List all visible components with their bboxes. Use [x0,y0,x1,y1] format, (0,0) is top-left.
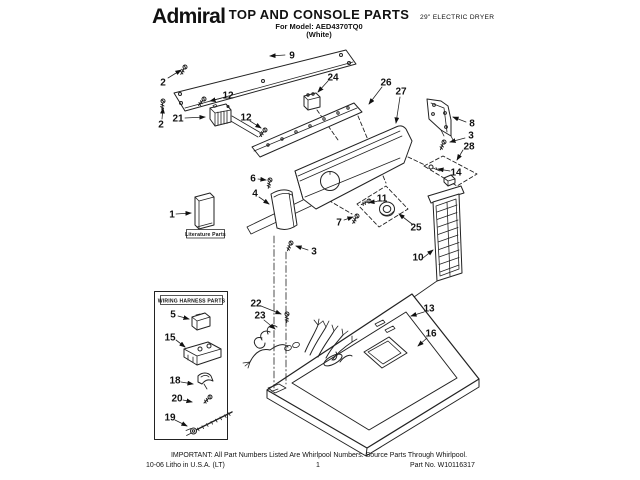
part-25-knob-assembly-art [357,186,408,227]
screw-22 [285,312,289,323]
part-1-literature-art [185,193,226,238]
callout-25: 25 [410,222,422,234]
callout-15: 15 [164,332,176,344]
screw-3a [286,240,294,251]
callout-10: 10 [412,252,424,264]
callout-19: 19 [164,412,176,424]
part-21-switch-art [210,104,231,126]
callout-11: 11 [376,193,388,205]
litho-line: 10-06 Litho in U.S.A. (LT) [146,462,225,469]
part-8-bracket-art [427,99,453,140]
callout-14: 14 [450,167,462,179]
callout-2: 2 [160,77,166,89]
screw-2a [179,64,188,75]
callout-28: 28 [463,141,475,153]
model-line: For Model: AED4370TQ0 [275,21,363,31]
callout-8: 8 [469,118,475,130]
screw-6 [266,178,272,189]
callout-22: 22 [250,298,262,310]
part-24-switch-art [304,93,320,110]
callout-16: 16 [425,328,437,340]
callout-5: 5 [170,309,176,321]
part-4-endcap-art [271,190,297,230]
literature-box-label: Literature Parts [185,232,226,238]
wiring-box-title: WIRING HARNESS PARTS [157,298,226,305]
screw-3b [439,139,447,150]
screw-2b [160,99,165,110]
callout-3: 3 [468,130,474,142]
callout-12: 12 [222,90,234,102]
important-note: IMPORTANT: All Part Numbers Listed Are Whirlpool Numbers. Source Parts Through Whirlpool. [170,452,468,459]
callout-7: 7 [336,217,342,229]
color-line: (White) [306,30,332,39]
page-title: TOP AND CONSOLE PARTS [228,7,410,22]
callout-26: 26 [380,77,392,89]
callout-6: 6 [250,173,256,185]
callout-24: 24 [327,72,339,84]
callout-20: 20 [171,393,183,405]
dryer-type-label: 29" ELECTRIC DRYER [420,14,495,21]
screw-7 [351,213,360,224]
page-number: 1 [316,462,320,469]
callout-27: 27 [395,86,407,98]
callout-9: 9 [289,50,295,62]
callout-1: 1 [169,209,175,221]
callout-18: 18 [169,375,181,387]
callout-4: 4 [252,188,258,200]
callout-2: 2 [158,119,164,131]
brand-logo: Admiral [152,5,226,28]
callout-12: 12 [240,112,252,124]
part-16-top-panel-art [267,294,479,456]
callout-13: 13 [423,303,435,315]
callout-21: 21 [172,113,184,125]
callout-3: 3 [311,246,317,258]
part-10-grille-art [428,186,464,281]
document-part-number: Part No. W10116317 [410,462,475,469]
callout-23: 23 [254,310,266,322]
